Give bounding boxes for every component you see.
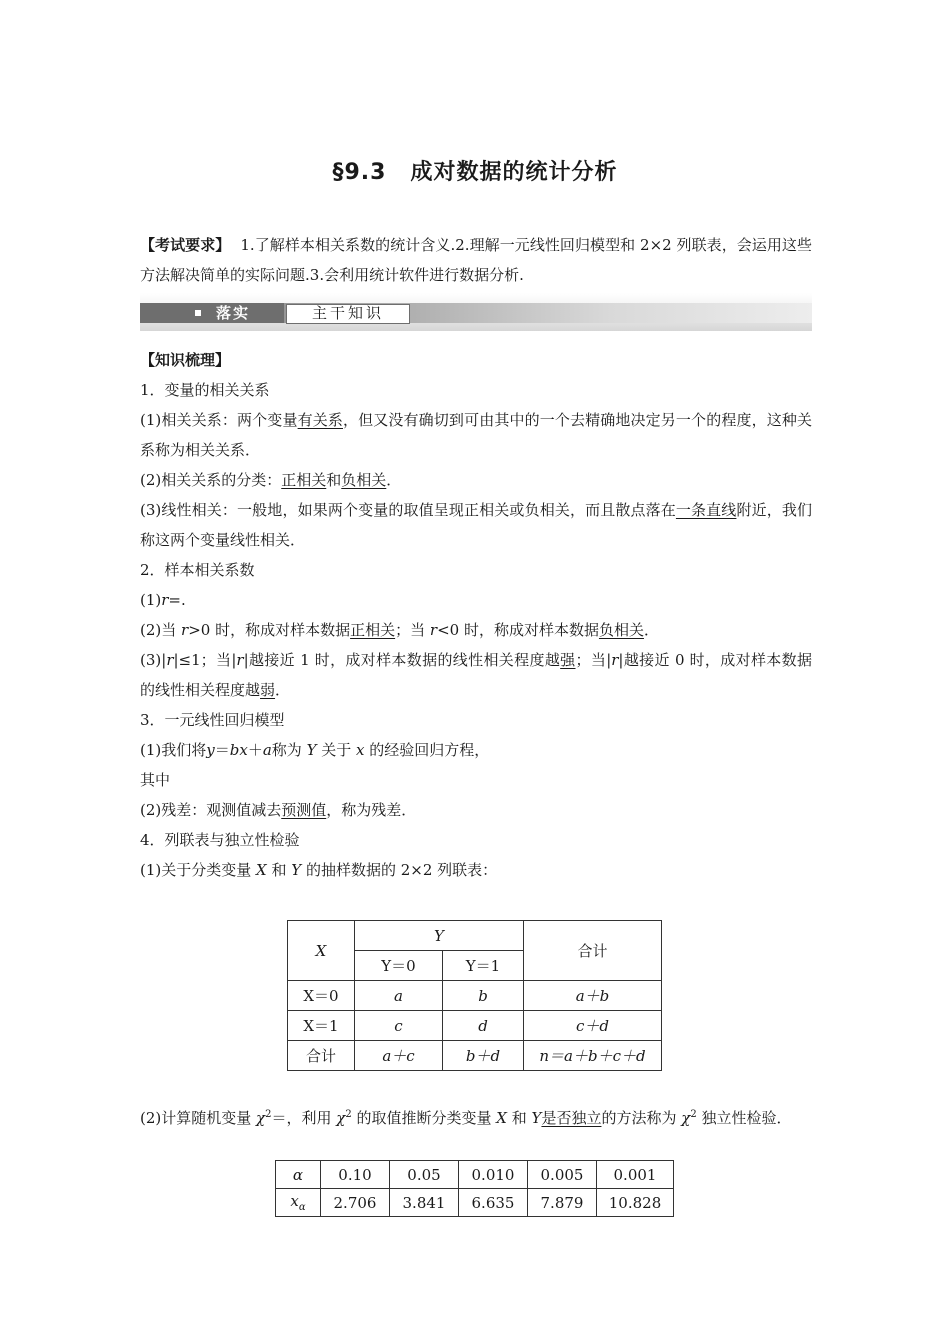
table-cell: 10.828 xyxy=(597,1189,674,1217)
blank-answer: 强 xyxy=(560,651,576,669)
table-cell: 0.010 xyxy=(459,1161,528,1189)
table-cell: $x_\alpha$ xyxy=(276,1189,321,1217)
section-title: 成对数据的统计分析 xyxy=(410,160,618,185)
blank-answer: 有关系 xyxy=(297,411,343,429)
table-cell: n＝a＋b＋c＋d xyxy=(524,1041,662,1071)
s3-p3: (2)残差：观测值减去预测值，称为残差． xyxy=(140,801,417,819)
table-row xyxy=(288,981,662,1011)
table-row xyxy=(288,1011,662,1041)
s2-p1: (1)r=. xyxy=(140,591,186,609)
page-title xyxy=(0,155,950,186)
banner-right-label: 主干知识 xyxy=(311,304,384,322)
table-cell: Y xyxy=(355,921,524,951)
table-cell: 0.05 xyxy=(390,1161,459,1189)
table-cell: a＋c xyxy=(355,1041,443,1071)
table-cell: 2.706 xyxy=(321,1189,390,1217)
table-cell: c＋d xyxy=(524,1011,662,1041)
s2-p2: (2)当 r>0 时，称成对样本数据正相关；当 r<0 时，称成对样本数据负相关． xyxy=(140,621,659,639)
table-cell: X xyxy=(288,921,355,981)
table-cell: X＝1 xyxy=(288,1011,355,1041)
section-number: §9.3 xyxy=(332,160,387,185)
blank-answer: 预测值 xyxy=(281,801,327,819)
table-cell: 7.879 xyxy=(528,1189,597,1217)
section-banner xyxy=(140,293,812,331)
table-cell: 0.001 xyxy=(597,1161,674,1189)
s4-p1: (1)关于分类变量 X 和 Y 的抽样数据的 2×2 列联表： xyxy=(140,861,498,879)
table-cell: b xyxy=(443,981,524,1011)
s3-p1: (1)我们将y＝bx＋a称为 Y 关于 x 的经验回归方程， xyxy=(140,741,490,759)
s1-p1: (1)相关关系：两个变量有关系，但又没有确切到可由其中的一个去精确地决定另一个的程度，这种关系称为相关关系． xyxy=(140,411,812,459)
requirements-text: 1.了解样本相关系数的统计含义.2.理解一元线性回归模型和 2×2 列联表，会运用这些方法解决简单的实际问题.3.会利用统计软件进行数据分析. xyxy=(140,236,812,284)
banner-left-label: 落实 xyxy=(216,304,251,322)
table-cell: Y＝1 xyxy=(443,951,524,981)
table-cell: 合计 xyxy=(288,1041,355,1071)
blank-answer: 正相关 xyxy=(281,471,327,489)
blank-answer: 一条直线 xyxy=(675,501,737,519)
table-cell: 3.841 xyxy=(390,1189,459,1217)
table-cell: 0.005 xyxy=(528,1161,597,1189)
table-cell: d xyxy=(443,1011,524,1041)
table-cell: a＋b xyxy=(524,981,662,1011)
banner-dark-tab xyxy=(140,303,284,323)
s1-p3: (3)线性相关：一般地，如果两个变量的取值呈现正相关或负相关，而且散点落在一条直线附近，我们称这两个变量线性相关． xyxy=(140,501,812,549)
knowledge-header: 【知识梳理】 xyxy=(140,351,231,369)
s2-title: 2．样本相关系数 xyxy=(140,561,255,579)
table-cell: Y＝0 xyxy=(355,951,443,981)
banner-square-icon xyxy=(195,310,201,316)
table-row xyxy=(276,1161,674,1189)
table-cell: 合计 xyxy=(524,921,662,981)
s2-p3: (3)|r|≤1；当|r|越接近 1 时，成对样本数据的线性相关程度越强；当|r|越接近 0 时，成对样本数据的线性相关程度越弱． xyxy=(140,651,812,699)
table-cell: c xyxy=(355,1011,443,1041)
table-row xyxy=(288,1041,662,1071)
blank-answer: 负相关 xyxy=(341,471,387,489)
table-cell: b＋d xyxy=(443,1041,524,1071)
table-cell: 0.10 xyxy=(321,1161,390,1189)
critical-value-table xyxy=(275,1160,674,1217)
s4-title: 4．列联表与独立性检验 xyxy=(140,831,300,849)
table-cell: X＝0 xyxy=(288,981,355,1011)
requirements-label: 【考试要求】 xyxy=(140,236,231,254)
blank-answer: 正相关 xyxy=(350,621,396,639)
table-cell: 6.635 xyxy=(459,1189,528,1217)
exam-requirements xyxy=(140,230,812,290)
table-row xyxy=(276,1189,674,1217)
blank-answer: 是否独立 xyxy=(541,1109,602,1127)
table-cell: a xyxy=(355,981,443,1011)
table-cell: α xyxy=(276,1161,321,1189)
s4-p2: (2)计算随机变量 $\chi^2=$，利用 $\chi^2$ 的取值推断分类变量 X 和 Y是否独立的方法称为 $\chi^2$ 独立性检验． xyxy=(140,1109,792,1127)
blank-answer: 弱 xyxy=(260,681,276,699)
s3-p2: 其中 xyxy=(140,771,171,789)
knowledge-content xyxy=(140,345,812,885)
s1-title: 1．变量的相关关系 xyxy=(140,381,270,399)
s1-p2: (2)相关关系的分类：正相关和负相关． xyxy=(140,471,402,489)
s3-title: 3．一元线性回归模型 xyxy=(140,711,285,729)
blank-answer: 负相关 xyxy=(598,621,644,639)
contingency-table xyxy=(287,920,662,1071)
